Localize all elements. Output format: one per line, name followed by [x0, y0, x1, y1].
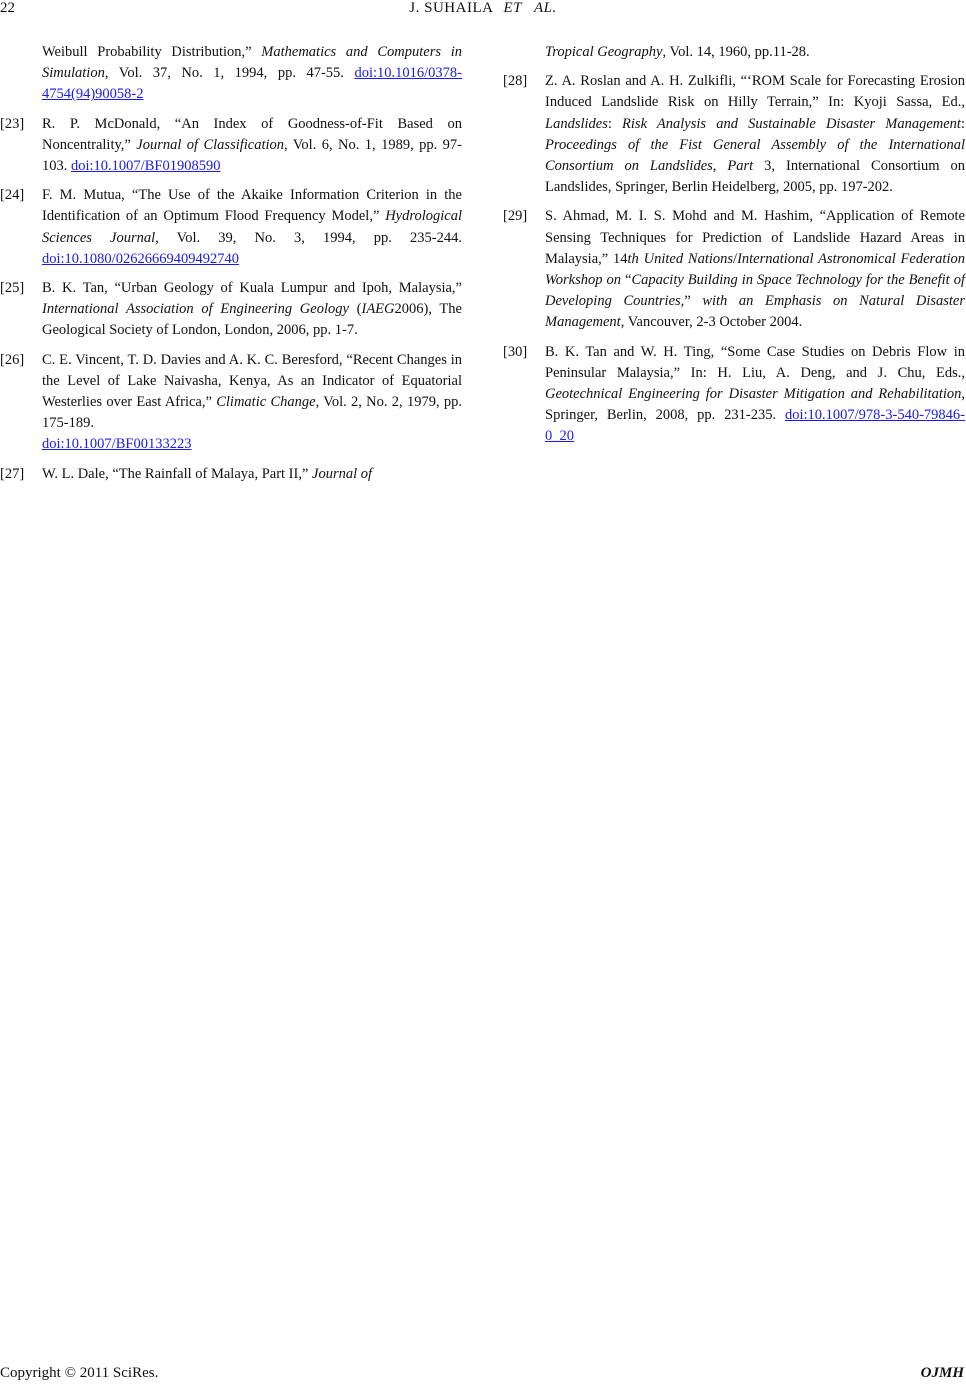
- ref-text: , Vol. 6, No. 1, 1989, pp. 97-103.: [42, 136, 463, 175]
- ref-text: :: [607, 115, 612, 132]
- ref-body: [42, 464, 462, 485]
- ref-text: , Vancouver, 2-3 October 2004.: [620, 314, 803, 331]
- ref-journal: Journal of Classification: [136, 136, 285, 153]
- ref-text: , Springer, Berlin, 2008, pp. 231-235.: [545, 386, 965, 424]
- ref-journal: International Association of Engineering Geology: [42, 301, 349, 318]
- ref-journal: Geotechnical Engineering for Disaster Mitigation and Rehabilitation: [545, 386, 962, 403]
- reference-continuation: [503, 42, 965, 63]
- ref-journal: Tropical Geography: [545, 44, 663, 60]
- ref-body: [42, 278, 462, 342]
- running-head-author: J. SUHAILA: [409, 0, 494, 16]
- page-number: 22: [0, 0, 15, 16]
- ref-text: ,”: [680, 293, 691, 310]
- ref-body: [42, 114, 462, 178]
- ref-journal: Mathematics and Computers in Simulation: [42, 44, 463, 82]
- ref-journal: Risk Analysis and Sustainable Disaster Management: [622, 115, 961, 132]
- ref-journal: Part: [727, 158, 754, 175]
- ref-journal: with an Emphasis on Natural Disaster Management: [545, 293, 965, 331]
- ref-number: [26]: [0, 351, 25, 368]
- right-column: [503, 42, 965, 456]
- ref-number: [25]: [0, 280, 25, 297]
- doi-link[interactable]: doi:10.1007/BF01908590: [71, 158, 221, 175]
- ref-text: (: [356, 301, 362, 318]
- doi-link[interactable]: doi:10.1007/978-3-540-79846-0_20: [545, 407, 965, 445]
- ref-journal: Landslides: [545, 115, 608, 132]
- journal-abbreviation: OJMH: [920, 1365, 964, 1381]
- ref-number: [29]: [503, 208, 528, 225]
- reference-23: [0, 114, 462, 178]
- reference-26: [0, 350, 462, 456]
- ref-text: B. K. Tan, “Urban Geology of Kuala Lumpur and Ipoh, Malaysia,”: [42, 280, 462, 297]
- ref-text: , Vol. 14, 1960, pp.11-28.: [662, 44, 810, 60]
- reference-continuation: [0, 42, 462, 106]
- reference-30: [503, 342, 965, 448]
- ref-text: 2006), The Geological Society of London, London, 2006, pp. 1-7.: [42, 301, 462, 339]
- reference-24: [0, 185, 462, 270]
- ref-text: S. Ahmad, M. I. S. Mohd and M. Hashim, “Application of Remote Sensing Techniques for Prediction of Landslide Hazard Areas in Malaysia,” 14: [545, 208, 965, 267]
- ref-text: /: [733, 250, 738, 267]
- ref-text: C. E. Vincent, T. D. Davies and A. K. C. Beresford, “Recent Changes in the Level of Lake Naivasha, Kenya, As an Indicator of Equatorial Westerlies over East Africa,”: [42, 351, 462, 411]
- running-head-al: AL.: [533, 0, 557, 16]
- ref-text: W. L. Dale, “The Rainfall of Malaya, Part II,”: [42, 465, 309, 482]
- ref-number: [30]: [503, 343, 528, 360]
- ref-body: [545, 342, 965, 448]
- ref-text: R. P. McDonald, “An Index of Goodness-of-Fit Based on Noncentrality,”: [42, 115, 462, 153]
- ref-text: Weibull Probability Distribution,”: [42, 44, 252, 60]
- ref-number: [23]: [0, 115, 25, 132]
- running-head: [0, 0, 966, 17]
- ref-text: :: [960, 115, 965, 132]
- ref-journal: Proceedings of the Fist General Assembly of the International Consortium on Landslides: [545, 136, 965, 175]
- ref-journal: Journal of: [312, 465, 373, 482]
- ref-text: , Vol. 37, No. 1, 1994, pp. 47-55.: [104, 65, 344, 82]
- ref-number: [28]: [503, 73, 528, 90]
- ref-body: [42, 185, 462, 270]
- ref-journal: Capacity Building in Space Technology for the Benefit of Developing Countries: [545, 272, 965, 310]
- ref-text: Z. A. Roslan and A. H. Zulkifli, “‘ROM Scale for Forecasting Erosion Induced Landslide Risk on Hilly Terrain,” In: Kyoji Sassa, Ed.,: [545, 73, 965, 111]
- reference-25: [0, 278, 462, 342]
- ref-body: [545, 206, 965, 333]
- ref-body: [545, 71, 965, 198]
- ref-text: ,: [712, 158, 717, 175]
- doi-link[interactable]: doi:10.1007/BF00133223: [42, 436, 192, 453]
- ref-number: [27]: [0, 465, 25, 482]
- doi-link[interactable]: doi:10.1016/0378-4754(94)90058-2: [42, 65, 463, 103]
- copyright-notice: Copyright © 2011 SciRes.: [0, 1365, 159, 1381]
- ref-journal: th United Nations: [627, 250, 734, 267]
- ref-text: “: [625, 272, 632, 289]
- ref-journal: Hydrological Sciences Journal: [42, 208, 462, 246]
- ref-journal: International Astronomical Federation Workshop on: [545, 250, 965, 289]
- running-head-et: ET: [503, 0, 522, 16]
- ref-journal: IAEG: [361, 301, 395, 318]
- ref-text: F. M. Mutua, “The Use of the Akaike Information Criterion in the Identification of an Optimum Flood Frequency Model,”: [42, 187, 462, 225]
- doi-link[interactable]: doi:10.1080/02626669409492740: [42, 250, 239, 267]
- reference-28: [503, 71, 965, 198]
- ref-text: , Vol. 39, No. 3, 1994, pp. 235-244.: [155, 229, 462, 246]
- ref-body: [42, 350, 462, 456]
- reference-27: [0, 464, 462, 485]
- ref-text: 3, International Consortium on Landslides, Springer, Berlin Heidelberg, 2005, pp. 197-202.: [545, 158, 966, 196]
- reference-29: [503, 206, 965, 333]
- ref-text: , Vol. 2, No. 2, 1979, pp. 175-189.: [42, 394, 462, 432]
- ref-number: [24]: [0, 187, 25, 204]
- left-column: [0, 42, 462, 493]
- ref-text: B. K. Tan and W. H. Ting, “Some Case Studies on Debris Flow in Peninsular Malaysia,” In: H. Liu, A. Deng, and J. Chu, Eds.,: [545, 343, 965, 381]
- ref-journal: Climatic Change: [216, 394, 316, 411]
